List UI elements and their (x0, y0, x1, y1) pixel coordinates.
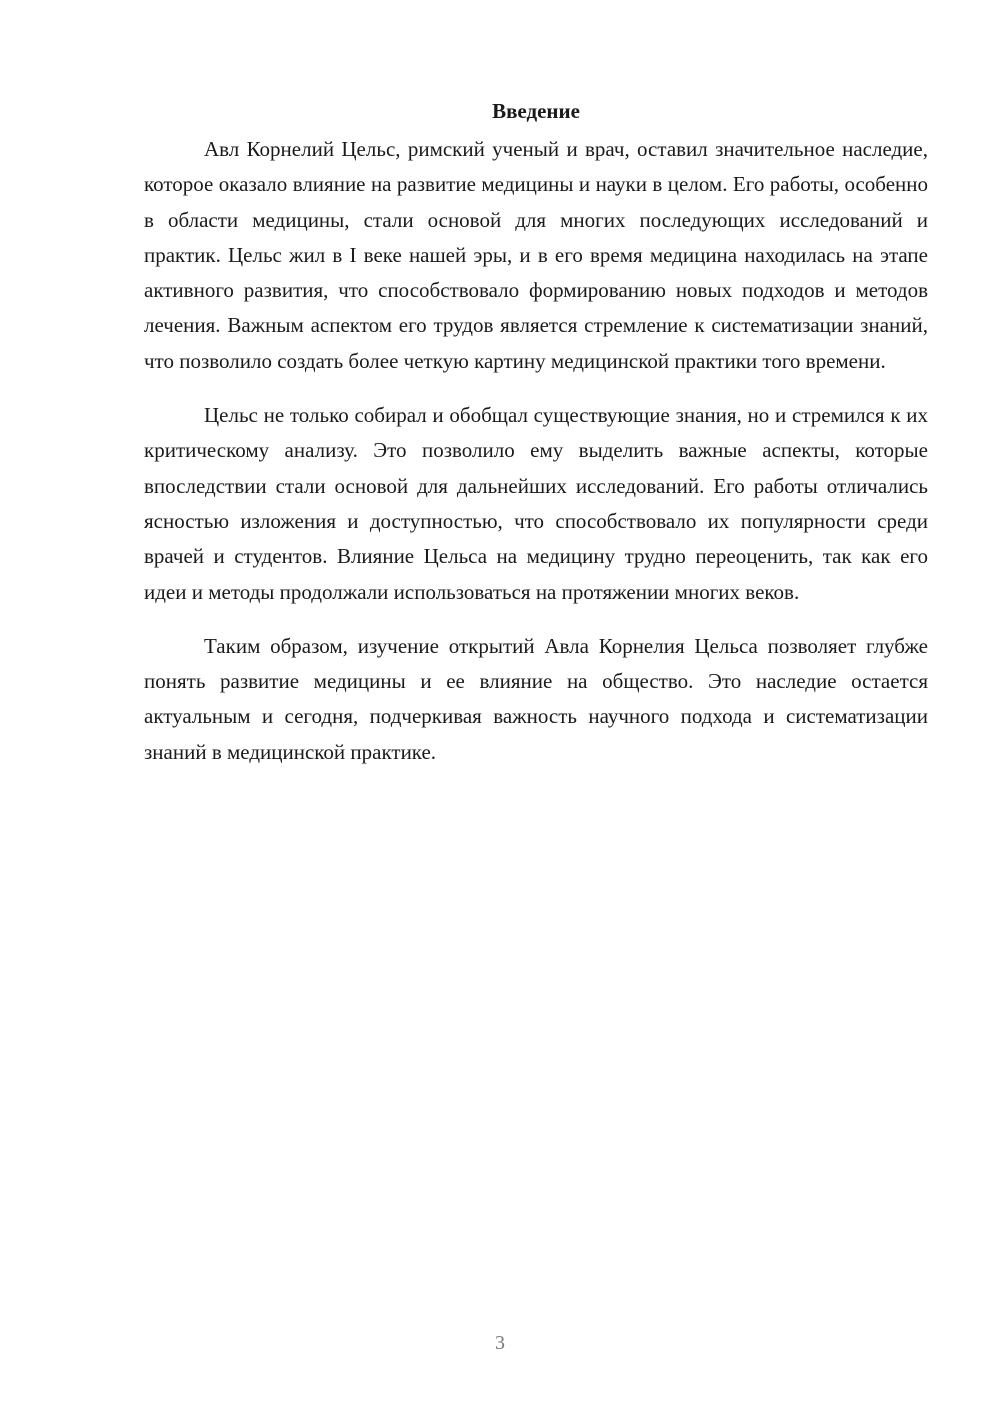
page-number: 3 (495, 1332, 505, 1354)
page-content (144, 96, 928, 789)
paragraph-2: Цельс не только собирал и обобщал существующие знания, но и стремился к их критическому анализу. Это позволило ему выделить важные аспекты, которые впоследствии стали основой для дальнейших исследований. Его работы отличались ясностью изложения и доступностью, что способствовало их популярности среди врачей и студентов. Влияние Цельса на медицину трудно переоценить, так как его идеи и методы продолжали использоваться на протяжении многих веков. (144, 403, 928, 604)
paragraph-1: Авл Корнелий Цельс, римский ученый и врач, оставил значительное наследие, которое оказало влияние на развитие медицины и науки в целом. Его работы, особенно в области медицины, стали основой для многих последующих исследований и практик. Цельс жил в I веке нашей эры, и в его время медицина находилась на этапе активного развития, что способствовало формированию новых подходов и методов лечения. Важным аспектом его трудов является стремление к систематизации знаний, что позволило создать более четкую картину медицинской практики того времени. (144, 137, 928, 373)
paragraph-3: Таким образом, изучение открытий Авла Корнелия Цельса позволяет глубже понять развитие медицины и ее влияние на общество. Это наследие остается актуальным и сегодня, подчеркивая важность научного подхода и систематизации знаний в медицинской практике. (144, 633, 928, 764)
section-title: Введение (492, 99, 580, 123)
